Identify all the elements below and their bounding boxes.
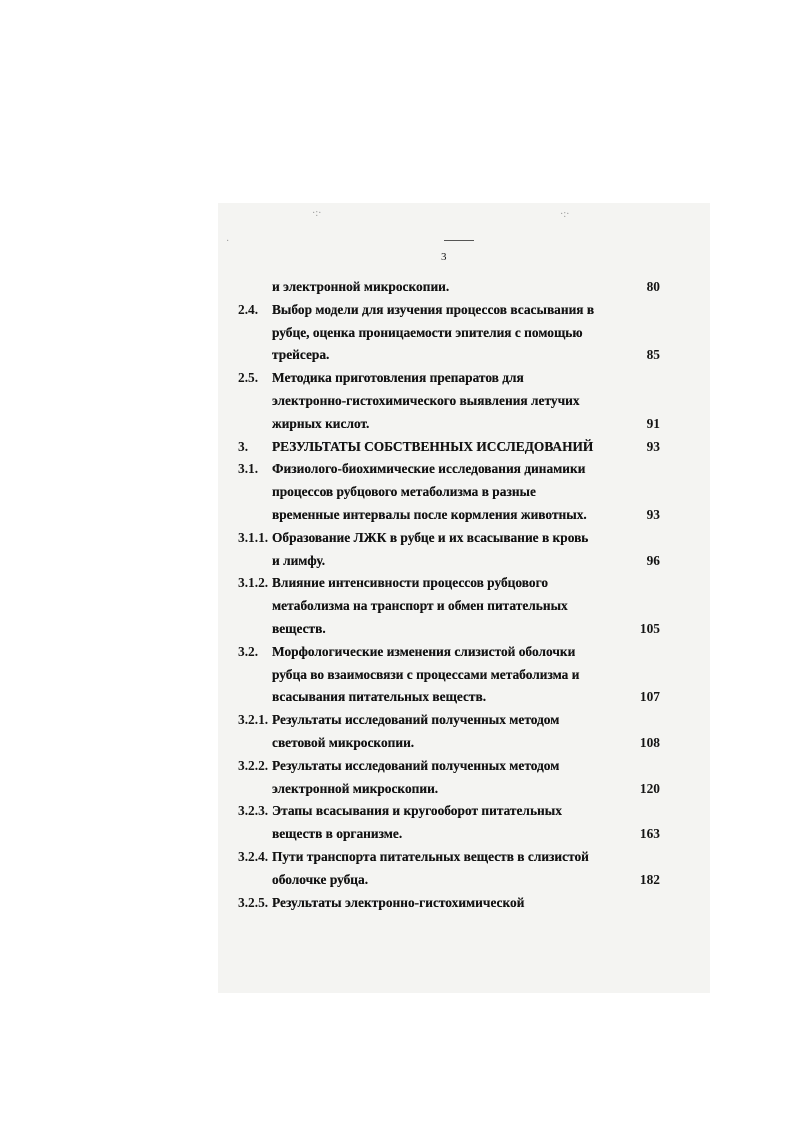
toc-entry-title-line: световой микроскопии. — [272, 735, 415, 750]
scan-speck: ·:· — [312, 208, 322, 219]
toc-entry-title-line: Физиолого-биохимические исследования динамики — [272, 461, 586, 477]
toc-entry-number: 3.2.2. — [238, 757, 269, 773]
toc-entry-number: 3.2.4. — [238, 849, 269, 864]
toc-entry-title-line: электронно-гистохимического выявления летучих — [272, 393, 580, 408]
toc-entry-number: 3.2.5. — [238, 894, 269, 910]
scan-speck: · — [226, 236, 230, 247]
toc-entry-number: 3.1. — [238, 461, 259, 477]
toc-entry-title-line: Морфологические изменения слизистой оболочки — [272, 643, 576, 659]
toc-entry-page: 105 — [639, 621, 660, 636]
toc-entry-title-line: временные интервалы после кормления животных. — [272, 507, 587, 522]
toc-entry-number: 3.2.1. — [238, 712, 269, 728]
toc-entry-title-line: Выбор модели для изучения процессов всасывания в — [272, 301, 595, 317]
toc-entry-page: 91 — [646, 415, 660, 431]
toc-entry-page: 163 — [639, 826, 660, 842]
toc-entry-number: 3.2. — [238, 643, 259, 659]
toc-entry-title-line: метаболизма на транспорт и обмен питательных — [272, 598, 568, 614]
toc-entry-title-line: веществ в организме. — [272, 826, 403, 842]
toc-entry-title-line: и электронной микроскопии. — [272, 279, 450, 294]
toc-entry-number: 3.1.2. — [238, 575, 269, 591]
toc-entry-title-line: Этапы всасывания и кругооборот питательных — [272, 803, 562, 819]
toc-entry-title-line: РЕЗУЛЬТАТЫ СОБСТВЕННЫХ ИССЛЕДОВАНИЙ — [272, 438, 594, 454]
toc-entry-title-line: жирных кислот. — [272, 415, 370, 431]
toc-entry-title-line: трейсера. — [272, 347, 330, 363]
toc-entry-page: 96 — [646, 552, 660, 568]
scan-speck: ·:· — [560, 209, 570, 220]
toc-entry-title-line: оболочке рубца. — [272, 871, 369, 887]
toc-entry-title-line: рубца во взаимосвязи с процессами метаболизма и — [272, 666, 580, 682]
toc-entry-page: 120 — [639, 780, 660, 796]
toc-entry-title-line: Результаты исследований полученных методом — [272, 757, 560, 773]
toc-entry-page: 182 — [639, 871, 660, 887]
toc-entry-title-line: рубце, оценка проницаемости эпителия с помощью — [272, 324, 583, 340]
toc-entry-number: 3.2.3. — [238, 803, 269, 819]
toc-entry-title-line: всасывания питательных веществ. — [272, 689, 487, 705]
toc-entry-title-line: электронной микроскопии. — [272, 780, 439, 796]
toc-entry-number: 3.1.1. — [238, 529, 269, 545]
toc-entry-page: 93 — [646, 507, 660, 522]
header-rule — [444, 240, 474, 241]
toc-entry-page: 108 — [639, 735, 660, 750]
toc-entry-page: 93 — [646, 438, 660, 454]
page-number: 3 — [441, 251, 447, 263]
toc-entry-number: 2.4. — [238, 301, 259, 317]
toc-entry-page: 107 — [639, 689, 660, 705]
toc-entry-number: 3. — [238, 438, 249, 454]
toc-entry-title-line: веществ. — [272, 621, 326, 636]
toc-entry-title-line: процессов рубцового метаболизма в разные — [272, 484, 536, 500]
toc-entry-number: 2.5. — [238, 370, 259, 386]
toc-entry-page: 80 — [646, 279, 660, 294]
toc-entry-title-line: Образование ЛЖК в рубце и их всасывание в кровь — [272, 529, 589, 545]
toc-entry-title-line: Результаты электронно-гистохимической — [272, 894, 525, 910]
toc-entry-title-line: Пути транспорта питательных веществ в слизистой — [272, 849, 589, 864]
toc-entry-title-line: Результаты исследований полученных методом — [272, 712, 560, 728]
toc-entry-title-line: Влияние интенсивности процессов рубцового — [272, 575, 549, 591]
toc-entry-page: 85 — [646, 347, 660, 363]
toc-entry-title-line: Методика приготовления препаратов для — [272, 370, 524, 386]
toc-entry-title-line: и лимфу. — [272, 552, 326, 568]
